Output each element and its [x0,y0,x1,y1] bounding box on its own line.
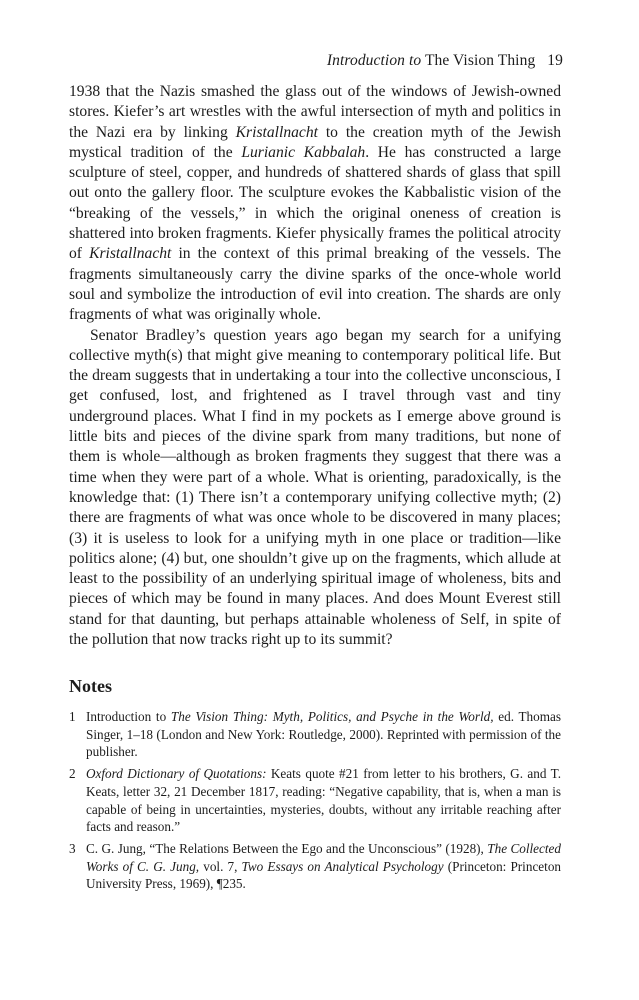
page-number: 19 [547,52,563,69]
body-text-run: 1938 that the Nazis smashed the glass out of the windows of Jewish-owned stores. Kiefer’s art wrestles with the awful intersection of myth and politics in the Nazi era by linking [69,83,561,141]
italic-term-kristallnacht: Kristallnacht [89,245,172,263]
body-paragraph-1 [69,82,561,326]
note-text-run: Keats quote #21 from letter to his brothers, G. and T. Keats, letter 32, 21 December 1817, reading: “Negative capability, that is, when a man is capable of being in uncertainties, mysteries, doubts, without any irritable reaching after facts and reason.” [86,766,561,835]
note-italic-title: Oxford Dictionary of Quotations: [86,766,267,782]
running-head-prefix: Introduction to [326,52,422,69]
italic-term-kristallnacht: Kristallnacht [235,123,318,141]
notes-list [69,708,561,897]
body-text [69,82,561,650]
note-item [69,708,561,761]
note-text-run: Introduction to [86,709,171,724]
note-text-run: vol. 7, [199,858,242,874]
body-text-run: . He has constructed a large sculpture of steel, copper, and hundreds of shattered shards of glass that spill out onto the gallery floor. The sculpture evokes the Kabbalistic vision of the “breaking of the vessels,” in which the original oneness of creation is shattered into broken fragments. Kiefer physically frames the political atrocity of [69,143,561,263]
notes-heading: Notes [69,676,112,696]
body-text-run: to the creation myth of the Jewish mystical tradition of the [69,123,561,161]
italic-term-lurianic-kabbalah: Lurianic Kabbalah [241,143,366,161]
note-text-run: (Princeton: Princeton University Press, 1969), ¶235. [86,858,562,892]
note-text-run: ed. Thomas Singer, 1–18 (London and New York: Routledge, 2000). Reprinted with permission of the publisher. [86,709,561,760]
note-item [69,765,561,836]
note-italic-title: The Collected Works of C. G. Jung, [86,840,561,874]
running-head-book-title: The Vision Thing [424,52,536,69]
note-number: 1 [69,709,76,724]
note-number: 2 [69,766,76,782]
note-text-run: C. G. Jung, “The Relations Between the Ego and the Unconscious” (1928), [86,840,488,856]
note-italic-title: Two Essays on Analytical Psychology [241,858,444,874]
body-paragraph-2: Senator Bradley’s question years ago began my search for a unifying collective myth(s) that might give meaning to contemporary political life. But the dream suggests that in undertaking a tour into the collective unconscious, I get confused, lost, and frightened as I travel through vast and tiny underground places. What I find in my pockets as I emerge above ground is little bits and pieces of the divine spark from many traditions, but none of them is whole—although as broken fragments they suggest that there was a time when they were part of a whole. What is orienting, paradoxically, is the knowledge that: (1) There isn’t a contemporary unifying collective myth; (2) there are fragments of what was once whole to be discovered in many places; (3) it is useless to look for a unifying myth in one place or tradition—like politics alone; (4) but, one shouldn’t give up on the fragments, which allude at least to the possibility of an underlying spiritual image of wholeness, bits and pieces of which may be found in many places. And does Mount Everest still stand for that daunting, but perhaps attainable wholeness of Self, in spite of the pollution that now tracks right up to its summit? [69,326,561,649]
note-number: 3 [69,840,76,856]
note-item [69,840,561,893]
running-head [327,52,563,70]
body-text-run: in the context of this primal breaking of the vessels. The fragments simultaneously carry the divine sparks of the once-whole world soul and symbolize the introduction of evil into creation. The shards are only fragments of what was originally whole. [69,245,561,324]
note-italic-title: The Vision Thing: Myth, Politics, and Psyche in the World, [170,709,494,724]
